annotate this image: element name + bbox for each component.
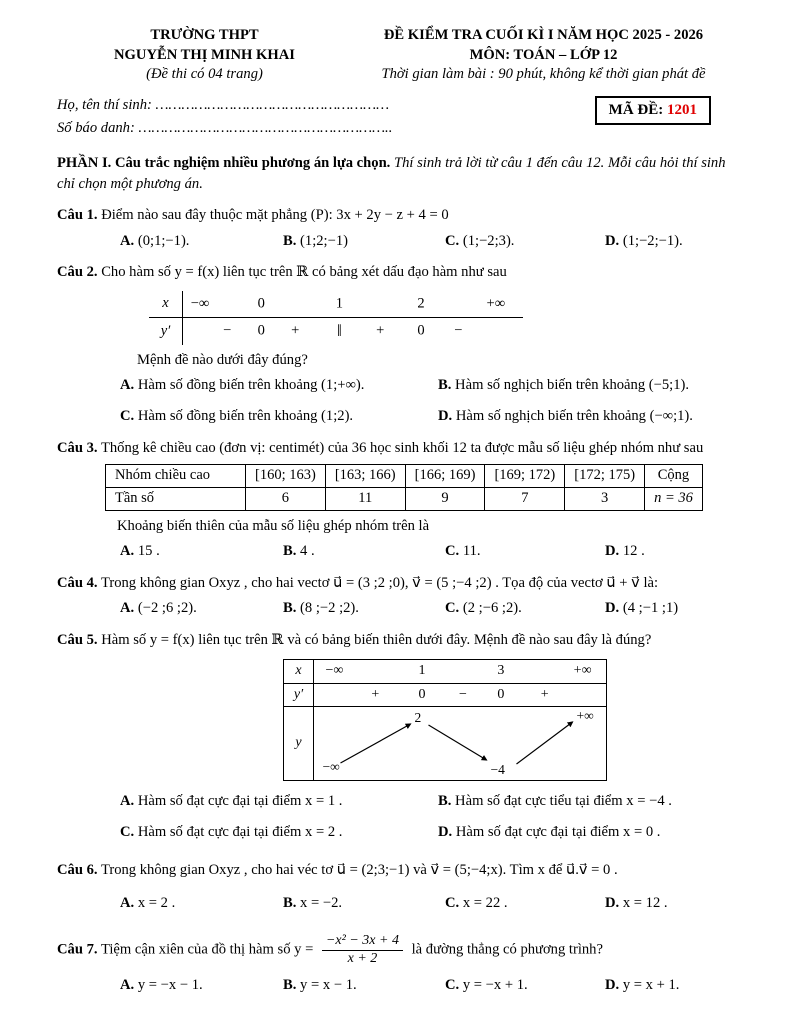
student-id-label: Số báo danh: — [57, 119, 135, 136]
option-letter: C. — [445, 542, 460, 559]
question-1-options — [120, 231, 735, 253]
freq-cell: Nhóm chiều cao — [106, 464, 246, 487]
q3-frequency-table — [105, 464, 703, 511]
freq-cell: 6 — [246, 487, 326, 510]
option-text: 15 . — [137, 542, 160, 559]
option-text: (1;−2;3). — [462, 232, 515, 249]
question-6-options — [120, 893, 735, 915]
school-name-line1: TRƯỜNG THPT — [150, 27, 259, 43]
question-label: Câu 7. — [57, 941, 98, 958]
question-label: Câu 4. — [57, 574, 98, 591]
option-text: Hàm số đạt cực đại tại điểm x = 2 . — [137, 823, 343, 840]
option-text: (1;2;−1) — [300, 232, 348, 249]
question-text: Thống kê chiều cao (đơn vị: centimét) của 36 học sinh khối 12 ta được mẫu số liệu ghép nhóm như sau — [100, 439, 704, 456]
option-c — [445, 598, 605, 620]
option-text: (2 ;−6 ;2). — [462, 599, 522, 616]
y-local-min: −4 — [490, 761, 505, 777]
freq-cell: n = 36 — [645, 487, 703, 510]
arrow-up-1 — [341, 724, 411, 763]
question-3 — [57, 438, 735, 563]
option-letter: C. — [445, 894, 460, 911]
freq-cell: Cộng — [645, 464, 703, 487]
sign-value: + — [540, 686, 549, 702]
double-bar: ‖ — [337, 321, 342, 341]
y-limit-left: −∞ — [322, 758, 340, 774]
option-a — [120, 791, 438, 813]
x-value: +∞ — [573, 663, 592, 679]
question-text: Hàm số y = f(x) liên tục trên ℝ và có bảng biến thiên dưới đây. Mệnh đề nào sau đây là đúng? — [101, 631, 652, 648]
part1-title: PHẦN I. Câu trắc nghiệm nhiều phương án lựa chọn. — [57, 155, 391, 172]
question-5 — [57, 630, 735, 844]
option-text: y = −x − 1. — [137, 977, 203, 994]
option-letter: C. — [445, 599, 460, 616]
question-7-options — [120, 975, 735, 997]
question-text: Trong không gian Oxyz , cho hai vectơ u⃗ = (3 ;2 ;0), v⃗ = (5 ;−4 ;2) . Tọa độ của vectơ u⃗ + v⃗ là: — [100, 574, 659, 591]
question-4 — [57, 573, 735, 620]
sign-value: + — [291, 322, 300, 339]
option-text: 11. — [462, 542, 481, 559]
question-label: Câu 3. — [57, 439, 98, 456]
x-value: 1 — [418, 663, 426, 679]
option-letter: B. — [283, 542, 297, 559]
option-text: y = x − 1. — [300, 977, 357, 994]
option-letter: A. — [120, 542, 135, 559]
part1-instructions: Thí sinh trả lời từ câu 1 đến câu 12. Mỗi câu hỏi thí sinh chỉ chọn một phương án. — [57, 155, 726, 193]
option-b — [438, 375, 735, 397]
question-text: Điểm nào sau đây thuộc mặt phẳng (P): 3x + 2y − z + 4 = 0 — [101, 207, 449, 224]
option-text: Hàm số đồng biến trên khoảng (1;+∞). — [137, 376, 365, 393]
exam-code-box — [595, 96, 711, 125]
option-text: Hàm số đạt cực tiểu tại điểm x = −4 . — [455, 792, 672, 809]
option-d — [605, 893, 735, 915]
option-letter: A. — [120, 977, 135, 994]
sign-value: 0 — [497, 686, 505, 702]
variation-x-values — [314, 660, 606, 683]
question-7 — [57, 933, 735, 997]
question-6-text-line — [57, 860, 735, 881]
exam-title: ĐỀ KIỂM TRA CUỐI KÌ I NĂM HỌC 2025 - 2026 — [383, 27, 704, 43]
sign-table-x-label: x — [149, 291, 183, 317]
option-letter: A. — [120, 792, 135, 809]
fraction — [322, 933, 403, 968]
question-6 — [57, 860, 735, 915]
option-letter: A. — [120, 376, 135, 393]
freq-cell: [163; 166) — [325, 464, 405, 487]
sign-value: 0 — [417, 322, 425, 339]
freq-cell: 9 — [405, 487, 485, 510]
option-letter: B. — [283, 894, 297, 911]
option-letter: B. — [283, 599, 297, 616]
option-b — [283, 231, 445, 253]
option-letter: D. — [605, 542, 620, 559]
x-value: 0 — [257, 295, 265, 312]
option-text: (4 ;−1 ;1) — [622, 599, 679, 616]
variation-y-row — [284, 706, 606, 780]
option-c — [445, 541, 605, 563]
freq-cell: 11 — [325, 487, 405, 510]
option-d — [438, 406, 735, 428]
option-d — [605, 231, 735, 253]
variation-yprime-values — [314, 684, 606, 706]
sign-value: + — [376, 322, 385, 339]
option-letter: A. — [120, 894, 135, 911]
sign-table-yprime-row — [149, 318, 523, 345]
sign-table-x-values — [183, 291, 523, 317]
x-value: 1 — [335, 295, 344, 312]
question-label: Câu 1. — [57, 207, 98, 224]
option-a — [120, 893, 283, 915]
option-c — [120, 406, 438, 428]
student-info-section — [57, 94, 735, 140]
option-text: Hàm số đồng biến trên khoảng (1;2). — [137, 407, 354, 424]
school-name-line2: NGUYỄN THỊ MINH KHAI — [114, 46, 295, 63]
pages-note: (Đề thi có 04 trang) — [146, 66, 263, 83]
option-letter: B. — [283, 977, 297, 994]
option-letter: B. — [438, 376, 452, 393]
option-text: 4 . — [300, 542, 315, 559]
option-letter: B. — [438, 792, 452, 809]
option-d — [605, 541, 735, 563]
q5-variation-table — [283, 659, 607, 781]
student-name-dots: ……………………………………………… — [155, 97, 390, 114]
variation-x-label: x — [284, 660, 314, 683]
student-name-label: Họ, tên thí sinh: — [57, 97, 152, 114]
exam-subject: MÔN: TOÁN – LỚP 12 — [469, 46, 618, 63]
sign-table-x-row — [149, 291, 523, 318]
option-c — [445, 975, 605, 997]
exam-title-block — [352, 26, 735, 85]
arrow-up-2 — [517, 722, 573, 764]
question-2 — [57, 262, 735, 427]
option-letter: C. — [445, 977, 460, 994]
exam-code-value: 1201 — [667, 102, 697, 119]
student-id-dots: ………………………………………………….. — [138, 119, 393, 136]
x-value: −∞ — [190, 295, 210, 312]
sign-value: − — [458, 686, 467, 702]
y-local-max: 2 — [414, 709, 422, 725]
exam-duration: Thời gian làm bài : 90 phút, không kể thời gian phát đề — [381, 66, 706, 83]
option-text: x = 2 . — [137, 894, 176, 911]
question-2-options — [120, 375, 735, 428]
option-text: y = x + 1. — [622, 977, 680, 994]
option-letter: C. — [120, 823, 135, 840]
option-letter: D. — [438, 407, 453, 424]
sign-table-yprime-label: y′ — [149, 318, 183, 345]
option-b — [283, 541, 445, 563]
freq-cell: 7 — [485, 487, 565, 510]
option-text: Hàm số nghịch biến trên khoảng (−∞;1). — [455, 407, 693, 424]
question-4-text-line — [57, 573, 735, 594]
option-text: x = 12 . — [622, 894, 668, 911]
freq-cell: Tần số — [106, 487, 246, 510]
option-text: x = 22 . — [462, 894, 508, 911]
option-b — [438, 791, 735, 813]
option-letter: C. — [120, 407, 135, 424]
option-text: Hàm số đạt cực đại tại điểm x = 0 . — [455, 823, 661, 840]
x-value: 3 — [497, 663, 505, 679]
option-letter: B. — [283, 232, 297, 249]
option-text: Hàm số nghịch biến trên khoảng (−5;1). — [455, 376, 690, 393]
option-c — [120, 822, 438, 844]
x-value: +∞ — [486, 295, 506, 312]
option-d — [605, 598, 735, 620]
question-3-text-line — [57, 438, 735, 459]
option-text: (0;1;−1). — [137, 232, 190, 249]
question-5-text-line — [57, 630, 735, 651]
question-5-options — [120, 791, 735, 844]
sign-value: − — [223, 322, 232, 339]
freq-cell: [172; 175) — [565, 464, 645, 487]
option-text: 12 . — [622, 542, 645, 559]
freq-data-row — [106, 487, 703, 510]
document-header — [57, 26, 735, 85]
option-letter: D. — [605, 232, 620, 249]
y-limit-right: +∞ — [576, 707, 594, 723]
question-3-options — [120, 541, 735, 563]
option-letter: C. — [445, 232, 460, 249]
variation-yprime-label: y′ — [284, 684, 314, 706]
option-d — [605, 975, 735, 997]
school-block — [57, 26, 352, 85]
sign-value: + — [371, 686, 380, 702]
option-letter: D. — [438, 823, 453, 840]
option-letter: A. — [120, 599, 135, 616]
freq-cell: 3 — [565, 487, 645, 510]
question-4-options — [120, 598, 735, 620]
question-1 — [57, 205, 735, 252]
option-text: (8 ;−2 ;2). — [300, 599, 359, 616]
option-letter: D. — [605, 977, 620, 994]
sign-table-yprime-values — [183, 318, 523, 345]
option-c — [445, 231, 605, 253]
part1-heading — [57, 153, 735, 195]
q2-sign-table — [149, 291, 523, 345]
variation-y-diagram — [314, 707, 606, 780]
option-text: x = −2. — [300, 894, 343, 911]
variation-x-row — [284, 660, 606, 683]
question-label: Câu 2. — [57, 264, 98, 281]
question-label: Câu 5. — [57, 631, 98, 648]
freq-header-row — [106, 464, 703, 487]
option-letter: D. — [605, 599, 620, 616]
question-7-text-line — [57, 933, 735, 968]
question-text-before: Tiệm cận xiên của đồ thị hàm số y = — [100, 941, 314, 958]
sign-value: − — [454, 322, 463, 339]
option-a — [120, 598, 283, 620]
option-c — [445, 893, 605, 915]
x-value: 2 — [417, 295, 425, 312]
option-a — [120, 375, 438, 397]
question-3-prompt: Khoảng biến thiên của mẫu số liệu ghép nhóm trên là — [117, 517, 430, 534]
option-text: y = −x + 1. — [462, 977, 528, 994]
option-a — [120, 975, 283, 997]
freq-cell: [169; 172) — [485, 464, 565, 487]
option-letter: A. — [120, 232, 135, 249]
arrow-down — [429, 725, 487, 760]
fraction-denominator: x + 2 — [347, 950, 378, 966]
question-text-after: là đường thẳng có phương trình? — [411, 941, 603, 958]
option-d — [438, 822, 735, 844]
freq-cell: [166; 169) — [405, 464, 485, 487]
variation-arrows-diagram — [314, 707, 606, 781]
option-b — [283, 893, 445, 915]
sign-value: 0 — [418, 686, 426, 702]
option-text: Hàm số đạt cực đại tại điểm x = 1 . — [137, 792, 343, 809]
sign-value: 0 — [257, 322, 265, 339]
question-text: Cho hàm số y = f(x) liên tục trên ℝ có bảng xét dấu đạo hàm như sau — [101, 264, 507, 281]
question-text: Trong không gian Oxyz , cho hai véc tơ u⃗ = (2;3;−1) và v⃗ = (5;−4;x). Tìm x để u⃗.v⃗ = 0 . — [100, 861, 618, 878]
question-2-prompt: Mệnh đề nào dưới đây đúng? — [137, 351, 308, 368]
variation-yprime-row — [284, 683, 606, 706]
x-value: −∞ — [325, 663, 344, 679]
question-1-text-line — [57, 205, 735, 226]
exam-code-label: MÃ ĐỀ: — [608, 102, 664, 119]
option-b — [283, 975, 445, 997]
question-label: Câu 6. — [57, 861, 98, 878]
question-2-text-line — [57, 262, 735, 283]
option-a — [120, 541, 283, 563]
option-text: (−2 ;6 ;2). — [137, 599, 197, 616]
option-text: (1;−2;−1). — [622, 232, 683, 249]
variation-y-label: y — [284, 707, 314, 780]
option-letter: D. — [605, 894, 620, 911]
option-b — [283, 598, 445, 620]
option-a — [120, 231, 283, 253]
freq-cell: [160; 163) — [246, 464, 326, 487]
fraction-numerator: −x² − 3x + 4 — [322, 933, 403, 951]
